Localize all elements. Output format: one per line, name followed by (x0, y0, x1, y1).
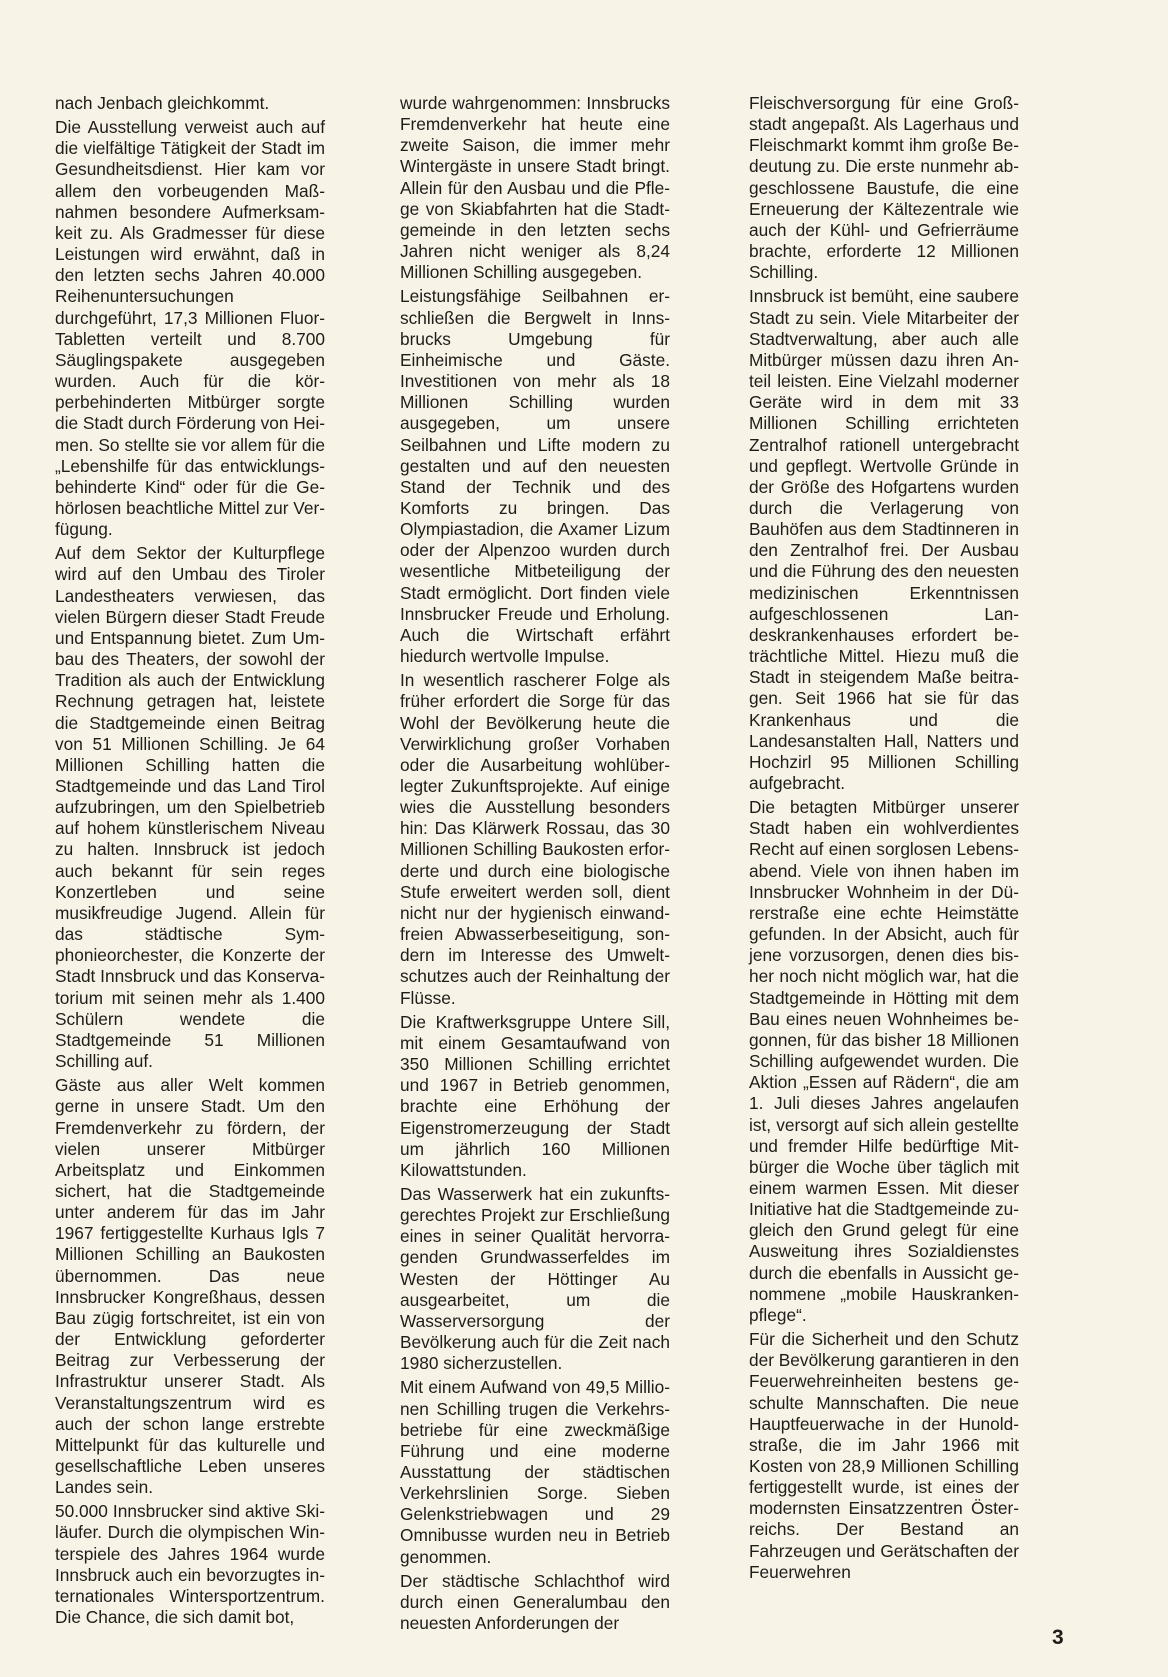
paragraph: In wesentlich rascherer Folge als früher erfordert die Sorge für das Wohl der Bevölkerung heute die Verwirklichung großer Vorhaben oder die Ausarbeitung wohlüberlegter Zukunftsprojekte. Auf einige wies die Ausstellung besonders hin: Das Klärwerk Rossau, das 30 Millionen Schilling Baukosten erforderte und durch eine biologische Stufe erweitert werden soll, dient nicht nur der hygienisch einwandfreien Abwasserbeseitigung, sondern im Interesse des Umweltschutzes auch der Reinhaltung der Flüsse. (400, 670, 670, 1008)
paragraph: nach Jenbach gleichkommt. (55, 93, 270, 113)
paragraph: Innsbruck ist bemüht, eine saubere Stadt zu sein. Viele Mitarbeiter der Stadtverwaltung, aber auch alle Mitbürger müssen dazu ihren Anteil leisten. Eine Vielzahl moderner Geräte wird in dem mit 33 Millionen Schilling errichteten Zentralhof rationell untergebracht und gepflegt. Wertvolle Gründe in der Größe des Hofgartens wurden durch die Verlagerung von Bauhöfen aus dem Stadtinneren in den Zentralhof frei. Der Ausbau und die Führung des den neuesten medizinischen Erkenntnissen aufgeschlossenen Landeskrankenhauses erfordert beträchtliche Mittel. Hiezu muß die Stadt in steigendem Maße beitragen. Seit 1966 hat sie für das Krankenhaus und die Landesanstalten Hall, Natters und Hochzirl 95 Millionen Schilling aufgebracht. (749, 286, 1019, 793)
paragraph: Der städtische Schlachthof wird durch einen Generalumbau den neuesten Anforderungen der (400, 1570, 670, 1634)
paragraph: Fleischversorgung für eine Großstadt angepaßt. Als Lagerhaus und Fleischmarkt kommt ihm große Bedeutung zu. Die erste nunmehr abgeschlossene Baustufe, die eine Erneuerung der Kältezentrale wie auch der Kühl- und Gefrierräume brachte, erforderte 12 Millionen Schilling. (749, 93, 1019, 283)
text-column-1 (55, 93, 325, 1631)
paragraph: Mit einem Aufwand von 49,5 Millionen Schilling trugen die Verkehrsbetriebe für eine zweckmäßige Führung und eine moderne Ausstattung der städtischen Verkehrslinien Sorge. Sieben Gelenkstriebwagen und 29 Omnibusse wurden neu in Betrieb genommen. (400, 1377, 670, 1567)
paragraph: Gäste aus aller Welt kommen gerne in unsere Stadt. Um den Fremdenverkehr zu fördern, der vielen unserer Mitbürger Arbeitsplatz und Einkommen sichert, hat die Stadtgemeinde unter anderem für das im Jahr 1967 fertiggestellte Kurhaus Igls 7 Millionen Schilling an Baukosten übernommen. Das neue Innsbrucker Kongreßhaus, dessen Bau zügig fortschreitet, ist ein von der Entwicklung geforderter Beitrag zur Verbesserung der Infrastruktur unserer Stadt. Als Veranstaltungszentrum wird es auch der schon lange erstrebte Mittelpunkt für das kulturelle und gesellschaftliche Leben unseres Landes sein. (55, 1075, 325, 1498)
paragraph: Die betagten Mitbürger unserer Stadt haben ein wohlverdientes Recht auf einen sorglosen Lebensabend. Viele von ihnen haben im Innsbrucker Wohnheim in der Dürerstraße eine echte Heimstätte gefunden. In der Absicht, auch für jene vorzusorgen, denen dies bisher noch nicht möglich war, hat die Stadtgemeinde in Hötting mit dem Bau eines neuen Wohnheimes begonnen, für das bisher 18 Millionen Schilling aufgewendet wurden. Die Aktion „Essen auf Rädern“, die am 1. Juli dieses Jahres angelaufen ist, versorgt auf sich allein gestellte und fremder Hilfe bedürftige Mitbürger die Woche über täglich mit einem warmen Essen. Mit dieser Initiative hat die Stadtgemeinde zugleich den Grund gelegt für eine Ausweitung ihres Sozialdienstes durch die ebenfalls in Aussicht genommene „mobile Hauskrankenpflege“. (749, 797, 1019, 1325)
paragraph: Auf dem Sektor der Kulturpflege wird auf den Umbau des Tiroler Landestheaters verwiesen, das vielen Bürgern dieser Stadt Freude und Entspannung bietet. Zum Umbau des Theaters, der sowohl der Tradition als auch der Entwicklung Rechnung getragen hat, leistete die Stadtgemeinde einen Beitrag von 51 Millionen Schilling. Je 64 Millionen Schilling hatten die Stadtgemeinde und das Land Tirol aufzubringen, um den Spielbetrieb auf hohem künstlerischem Niveau zu halten. Innsbruck ist jedoch auch bekannt für sein reges Konzertleben und seine musikfreudige Jugend. Allein für das städtische Symphonieorchester, die Konzerte der Stadt Innsbruck und das Konservatorium mit seinen mehr als 1.400 Schülern wendete die Stadtgemeinde 51 Millionen Schilling auf. (55, 543, 325, 1072)
text-column-3 (749, 93, 1019, 1586)
page-number: 3 (1052, 1626, 1064, 1649)
paragraph: wurde wahrgenommen: Innsbrucks Fremdenverkehr hat heute eine zweite Saison, die immer mehr Wintergäste in unsere Stadt bringt. Allein für den Ausbau und die Pflege von Skiabfahrten hat die Stadtgemeinde in den letzten sechs Jahren nicht weniger als 8,24 Millionen Schilling ausgegeben. (400, 93, 670, 283)
paragraph: Die Kraftwerksgruppe Untere Sill, mit einem Gesamtaufwand von 350 Millionen Schilling errichtet und 1967 in Betrieb genommen, brachte eine Erhöhung der Eigenstromerzeugung der Stadt um jährlich 160 Millionen Kilowattstunden. (400, 1011, 670, 1180)
paragraph: Für die Sicherheit und den Schutz der Bevölkerung garantieren in den Feuerwehreinheiten bestens geschulte Mannschaften. Die neue Hauptfeuerwache in der Hunoldstraße, die im Jahr 1966 mit Kosten von 28,9 Millionen Schilling fertiggestellt wurde, ist eines der modernsten Einsatzzentren Österreichs. Der Bestand an Fahrzeugen und Gerätschaften der Feuerwehren (749, 1329, 1019, 1582)
paragraph: Das Wasserwerk hat ein zukunftsgerechtes Projekt zur Erschließung eines in seiner Qualität hervorragenden Grundwasserfeldes im Westen der Höttinger Au ausgearbeitet, um die Wasserversorgung der Bevölkerung auch für die Zeit nach 1980 sicherzustellen. (400, 1183, 670, 1374)
text-column-2 (400, 93, 670, 1637)
paragraph: Leistungsfähige Seilbahnen erschließen die Bergwelt in Innsbrucks Umgebung für Einheimische und Gäste. Investitionen von mehr als 18 Millionen Schilling wurden ausgegeben, um unsere Seilbahnen und Lifte modern zu gestalten und auf den neuesten Stand der Technik und des Komforts zu bringen. Das Olympiastadion, die Axamer Lizum oder der Alpenzoo wurden durch wesentliche Mitbeteiligung der Stadt ermöglicht. Dort finden viele Innsbrucker Freude und Erholung. Auch die Wirtschaft erfährt hiedurch wertvolle Impulse. (400, 286, 670, 667)
paragraph: Die Ausstellung verweist auch auf die vielfältige Tätigkeit der Stadt im Gesundheitsdienst. Hier kam vor allem den vorbeugenden Maßnahmen besondere Aufmerksamkeit zu. Als Gradmesser für diese Leistungen wird erwähnt, daß in den letzten sechs Jahren 40.000 Reihenuntersuchungen durchgeführt, 17,3 Millionen Fluor-Tabletten verteilt und 8.700 Säuglingspakete ausgegeben wurden. Auch für die körperbehinderten Mitbürger sorgte die Stadt durch Förderung von Heimen. So stellte sie vor allem für die „Lebenshilfe für das entwicklungsbehinderte Kind“ oder für die Gehörlosen beachtliche Mittel zur Verfügung. (55, 117, 325, 540)
paragraph: 50.000 Innsbrucker sind aktive Skiläufer. Durch die olympischen Winterspiele des Jahres 1964 wurde Innsbruck auch ein bevorzugtes internationales Wintersportzentrum. Die Chance, die sich damit bot, (55, 1501, 325, 1628)
